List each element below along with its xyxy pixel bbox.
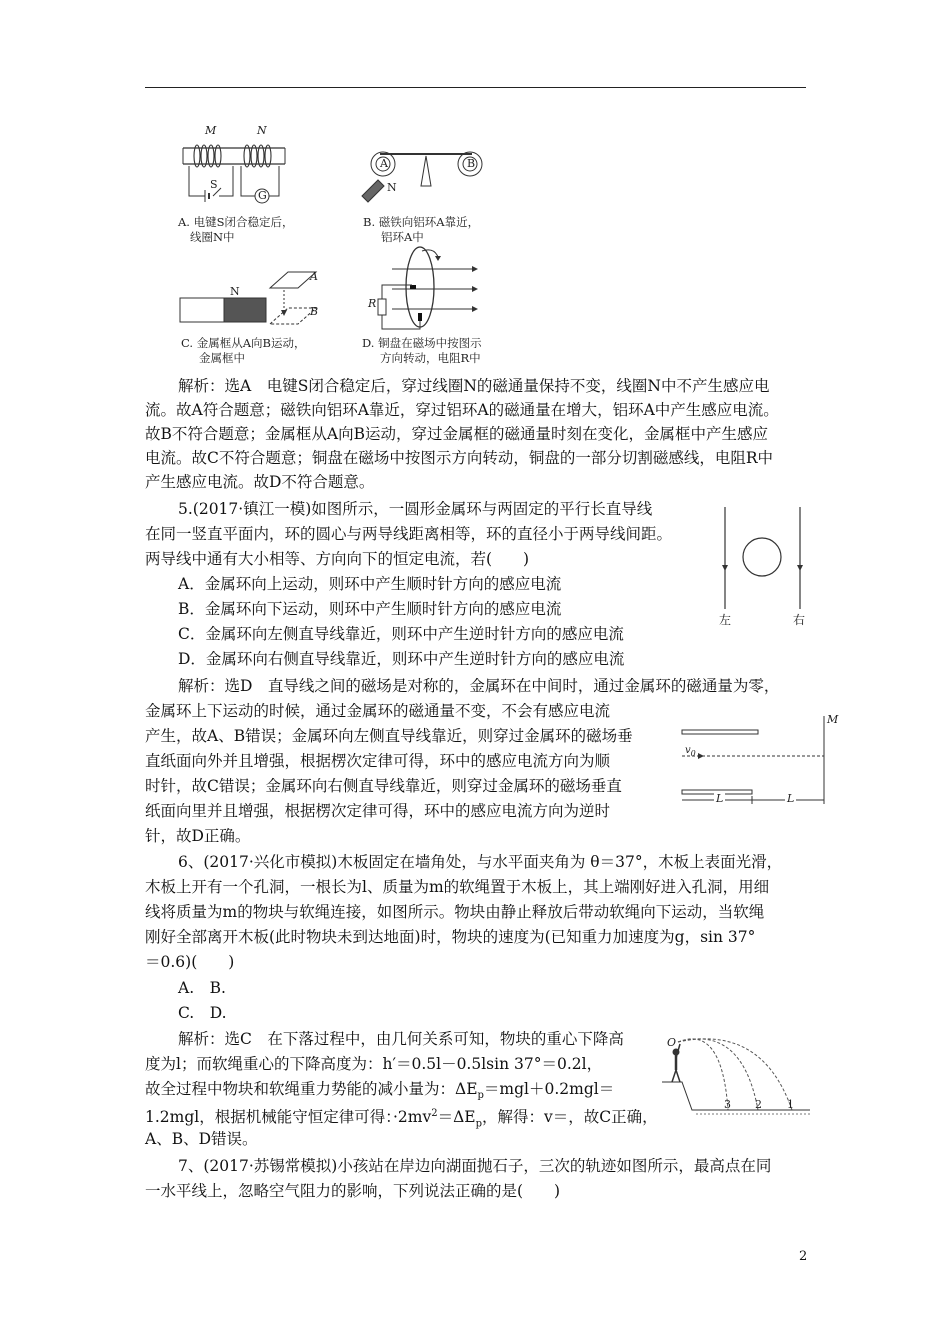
fig-b-label-n: N [387,181,397,194]
question-5-stem: 5.(2017·镇江一模)如图所示，一圆形金属环与两固定的平行长直导线 [178,500,653,518]
a6-line3-part1: 故全过程中物块和软绳重力势能的减小量为：ΔE [145,1080,478,1098]
a6-line3-part2: ＝mgl＋0.2mgl＝ [483,1080,615,1098]
text-line: 解析：选D 直导线之间的磁场是对称的，金属环在中间时，通过金属环的磁通量为零， [178,677,780,695]
text-line: 两导线中通有大小相等、方向向下的恒定电流，若( ) [145,550,530,568]
figure-plates-diagram [678,712,838,807]
question-5-option-d: D．金属环向右侧直导线靠近，则环中产生逆时针方向的感应电流 [178,650,625,668]
fig-a-label-n: N [257,124,267,137]
figure-c-frame-diagram [178,268,318,333]
figure-q5-wires-ring [715,505,815,620]
fig-q7-label-1: 1 [787,1098,794,1111]
question-7-stem: 7、(2017·苏锡常模拟)小孩站在岸边向湖面抛石子，三次的轨迹如图所示，最高点在同 [178,1157,772,1175]
fig-c-label-n: N [230,285,240,298]
superscript-2: 2 [431,1108,438,1119]
text-line: 电流。故C不符合题意；铜盘在磁场中按图示方向转动，铜盘的一部分切割磁感线，电阻R中 [145,449,774,467]
question-6-stem: 6、(2017·兴化市模拟)木板固定在墙角处，与水平面夹角为 θ＝37°，木板上表面光滑， [178,853,783,871]
header-rule [145,87,806,88]
fig-c-caption-2: 金属框中 [199,351,245,365]
text-line: 刚好全部离开木板(此时物块未到达地面)时，物块的速度为(已知重力加速度为g，sin 37° [145,928,756,946]
text-line: 故B不符合题意；金属框从A向B运动，穿过金属框的磁通量时刻在变化，金属框中产生感应 [145,425,768,443]
fig-c-label-a: A [310,270,318,283]
text-line: 直纸面向外并且增强，根据楞次定律可得，环中的感应电流方向为顺 [145,752,611,770]
fig-mid-label-v0 [685,745,696,758]
question-5-option-a: A．金属环向上运动，则环中产生顺时针方向的感应电流 [178,575,562,593]
question-5-option-c: C．金属环向左侧直导线靠近，则环中产生逆时针方向的感应电流 [178,625,624,643]
question-5-option-b: B．金属环向下运动，则环中产生顺时针方向的感应电流 [178,600,562,618]
fig-q5-label-right: 右 [793,613,806,627]
fig-mid-label-m: M [827,713,839,726]
figure-a-coils-diagram [175,128,295,208]
text-line: 线将质量为m的物块与软绳连接，如图所示。物块由静止释放后带动软绳向下运动，当软绳 [145,903,765,921]
text-line: 度为l；而软绳重心的下降高度为：h′＝0.5l－0.5lsin 37°＝0.2l， [145,1055,603,1073]
fig-mid-v0-sub: 0 [690,749,696,758]
page-number: 2 [799,1249,808,1264]
a6-line4-part3: ，解得：v＝，故C正确， [482,1108,658,1127]
fig-b-label-b: B [467,157,476,170]
text-line: 时针，故C错误；金属环向右侧直导线靠近，则穿过金属环的磁场垂直 [145,777,622,795]
a6-line4-part1: 1.2mgl，根据机械能守恒定律可得：·2mv [145,1108,432,1127]
fig-b-caption-1: B. 磁铁向铝环A靠近， [363,215,480,229]
fig-mid-label-l2: L [787,792,795,805]
figure-d-copper-disc-diagram [372,245,492,335]
fig-q7-label-3: 3 [724,1098,731,1111]
fig-a-label-m: M [205,124,217,137]
text-line: 针，故D正确。 [145,827,251,845]
text-line: 产生感应电流。故D不符合题意。 [145,473,375,491]
fig-q7-label-2: 2 [755,1098,762,1111]
fig-a-caption-2: 线圈N中 [190,230,235,244]
text-line: 产生，故A、B错误；金属环向左侧直导线靠近，则穿过金属环的磁场垂 [145,727,633,745]
fig-q5-label-left: 左 [719,613,732,627]
text-line: 一水平线上，忽略空气阻力的影响，下列说法正确的是( ) [145,1182,561,1200]
text-line: 在同一竖直平面内，环的圆心与两导线距离相等，环的直径小于两导线间距。 [145,525,673,543]
fig-a-label-s: S [210,178,218,191]
text-line: A、B、D错误。 [145,1130,258,1148]
text-line: 木板上开有一个孔洞，一根长为l、质量为m的软绳置于木板上，其上端刚好进入孔洞，用细 [145,878,770,896]
fig-mid-label-l1: L [716,792,724,805]
text-line: 金属环上下运动的时候，通过金属环的磁通量不变，不会有感应电流 [145,702,611,720]
fig-a-label-g: G [258,189,267,202]
fig-q7-label-o: O [667,1036,677,1049]
fig-mid-v0-text: v [685,745,691,756]
figure-b-balance-diagram [360,140,490,210]
fig-a-caption-1: A. 电键S闭合稳定后， [178,215,294,229]
text-line [145,1079,614,1106]
text-line: ＝0.6)( ) [145,953,235,971]
fig-b-caption-2: 铝环A中 [381,230,424,244]
text-line: 纸面向里并且增强，根据楞次定律可得，环中的感应电流方向为逆时 [145,802,611,820]
subscript-p: p [475,1118,483,1130]
subscript-p: p [477,1090,484,1102]
fig-c-caption-1: C. 金属框从A向B运动， [181,336,306,350]
a6-line4-part2: ＝ΔE [437,1108,476,1127]
fig-c-label-b: B [310,305,319,318]
text-line: 流。故A符合题意；磁铁向铝环A靠近，穿过铝环A的磁通量在增大，铝环A中产生感应电流。 [145,401,779,419]
fig-b-label-a: A [380,157,388,170]
text-line: 解析：选C 在下落过程中，由几何关系可知，物块的重心下降高 [178,1030,624,1048]
fig-d-label-r: R [368,297,377,310]
question-6-options-ab: A. B. [178,979,226,997]
text-line: 解析：选A 电键S闭合稳定后，穿过线圈N的磁通量保持不变，线圈N中不产生感应电 [178,377,770,395]
fig-d-caption-1: D. 铜盘在磁场中按图示 [362,336,482,350]
question-6-options-cd: C. D. [178,1004,227,1022]
fig-d-caption-2: 方向转动，电阻R中 [380,351,481,365]
